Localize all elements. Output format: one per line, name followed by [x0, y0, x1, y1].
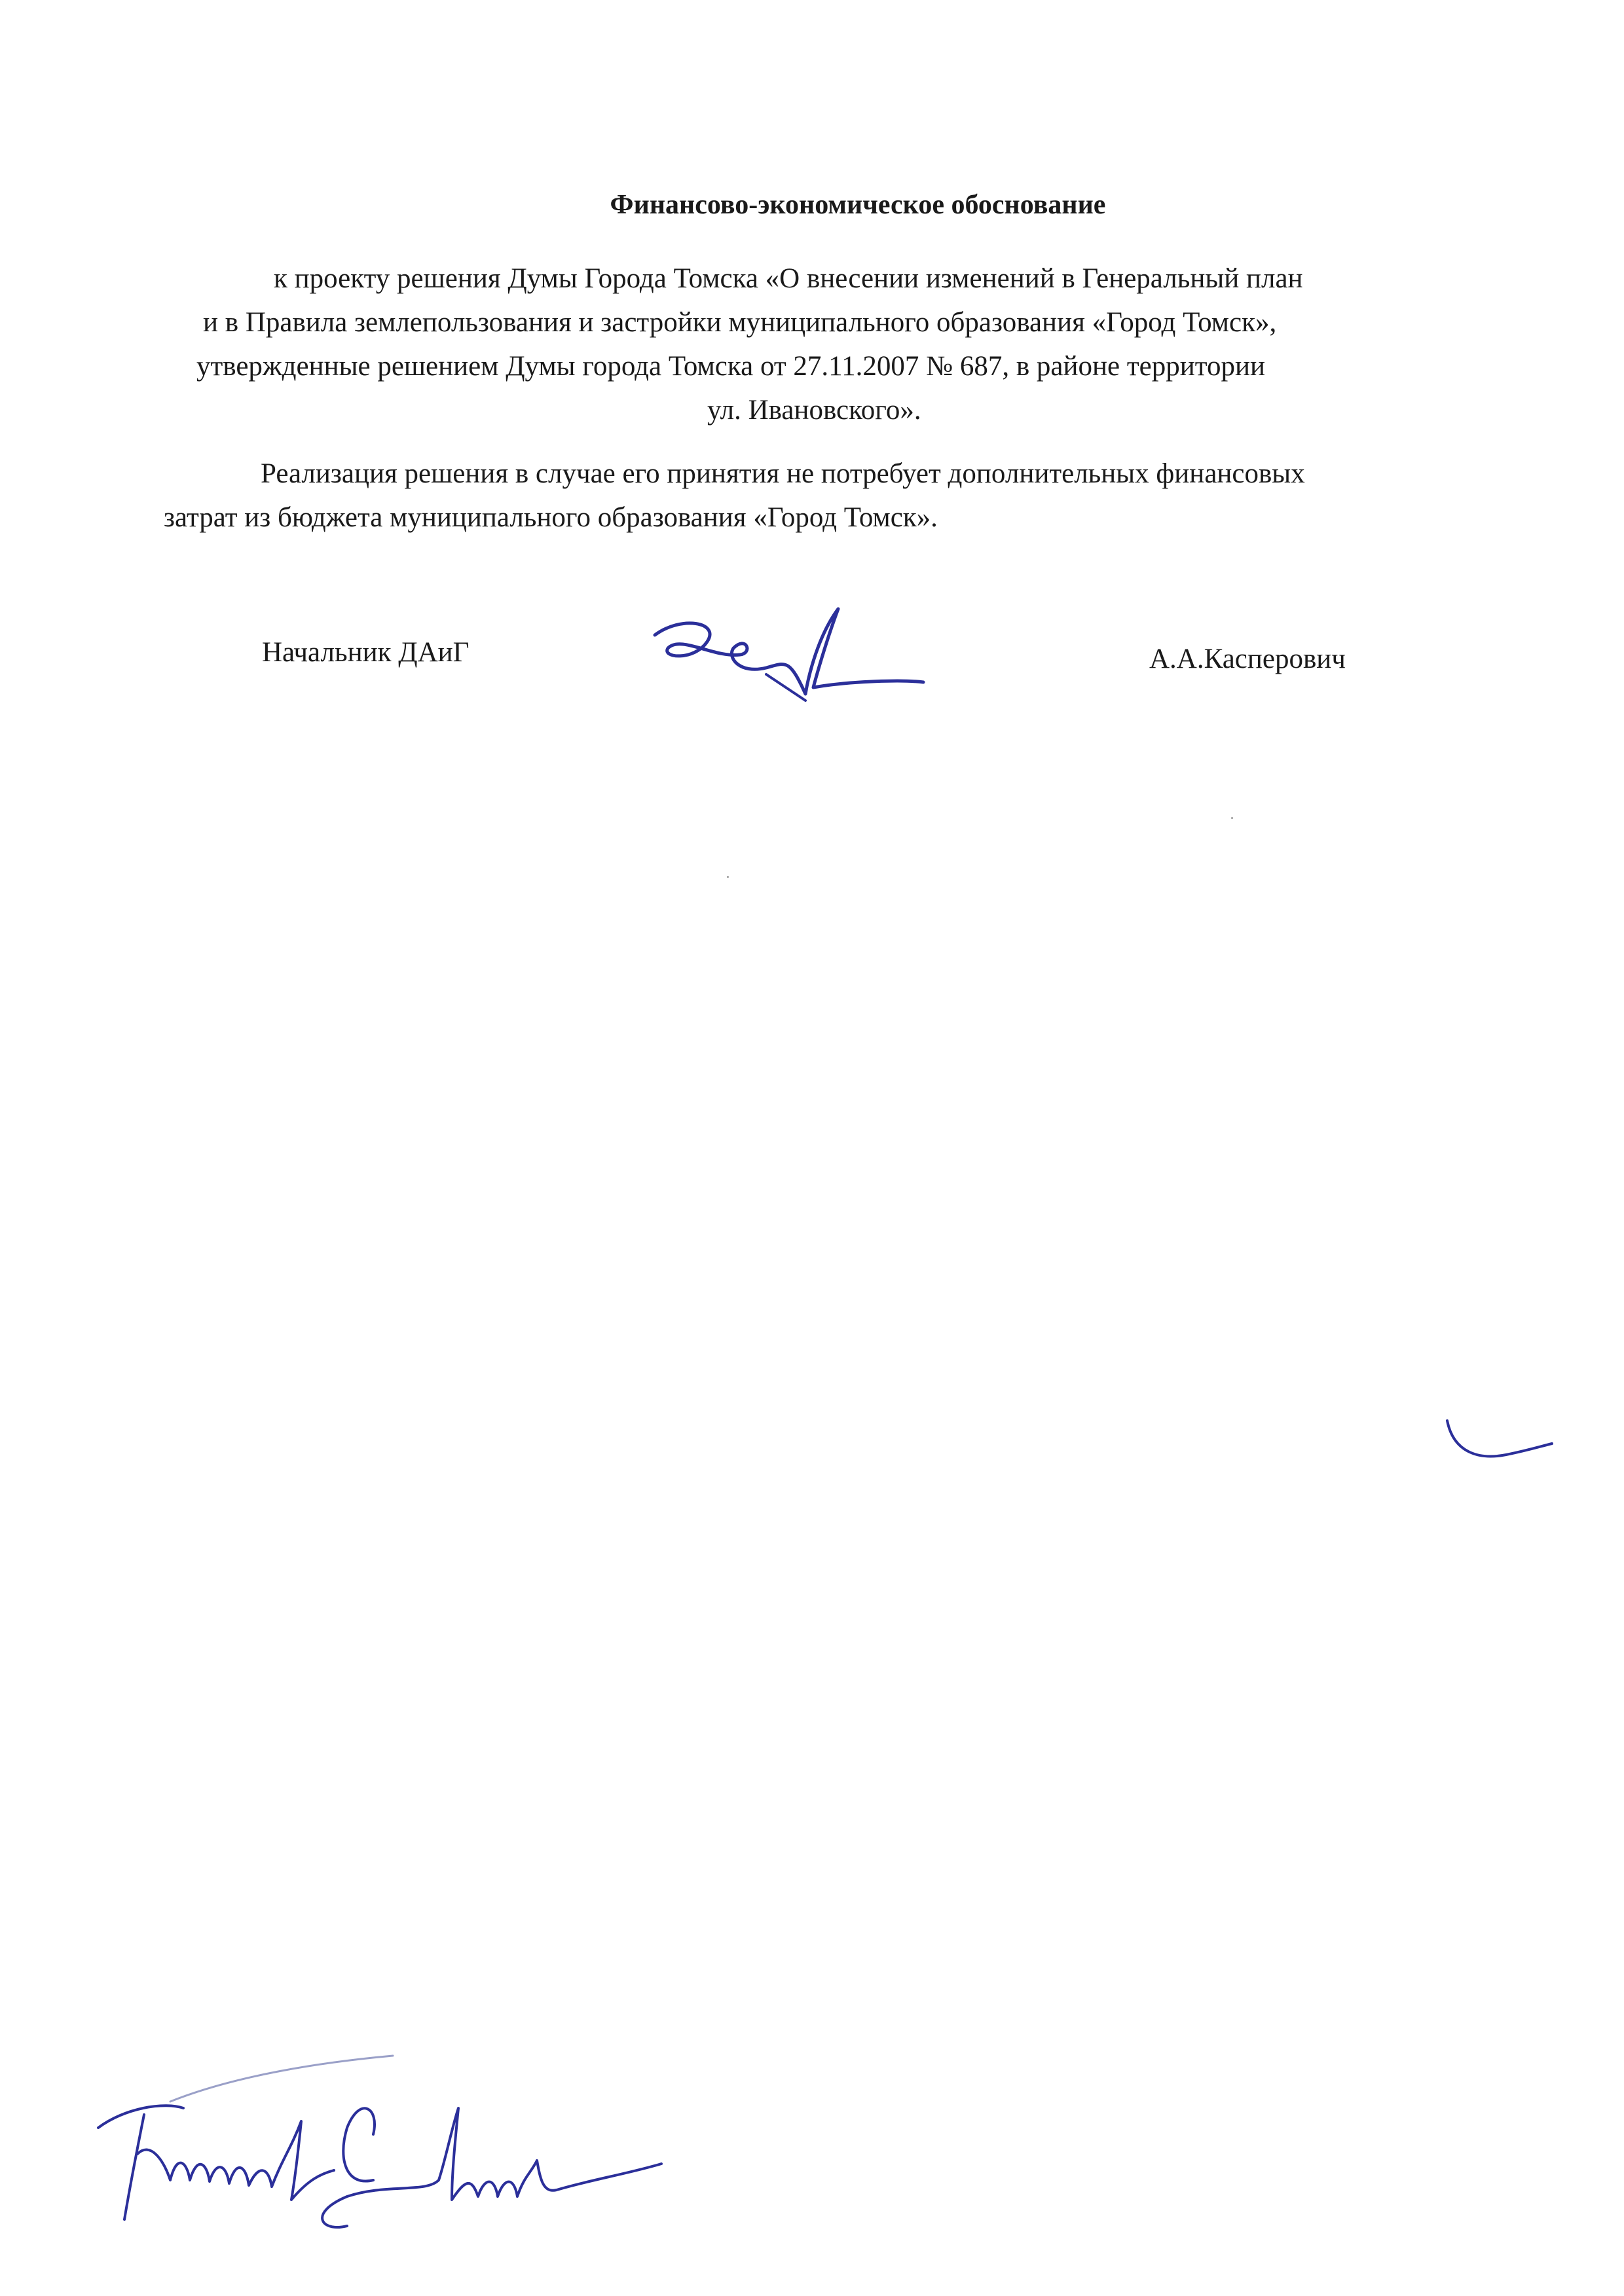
subject-line: и в Правила землепользования и застройки муниципального образования «Город Томск»,: [203, 307, 1277, 338]
body-line: затрат из бюджета муниципального образования «Город Томск».: [164, 502, 938, 533]
document-body: [164, 452, 1506, 539]
signer-name: А.А.Касперович: [1149, 644, 1346, 674]
document-subject: [190, 257, 1493, 432]
handwritten-signature: [642, 596, 930, 740]
subject-line: утвержденные решением Думы города Томска от 27.11.2007 № 687, в районе территории: [196, 351, 1265, 382]
scan-speck: [1231, 817, 1233, 819]
approval-signatures: [72, 2030, 714, 2246]
body-line: Реализация решения в случае его принятия не потребует дополнительных финансовых: [261, 458, 1305, 489]
signer-position: Начальник ДАиГ: [262, 637, 470, 668]
document-title: Финансово-экономическое обоснование: [610, 190, 1106, 220]
scan-speck: [727, 876, 729, 878]
subject-line: ул. Ивановского».: [707, 395, 921, 426]
subject-line: к проекту решения Думы Города Томска «О внесении изменений в Генеральный план: [274, 263, 1303, 294]
ink-mark: [1441, 1408, 1572, 1486]
